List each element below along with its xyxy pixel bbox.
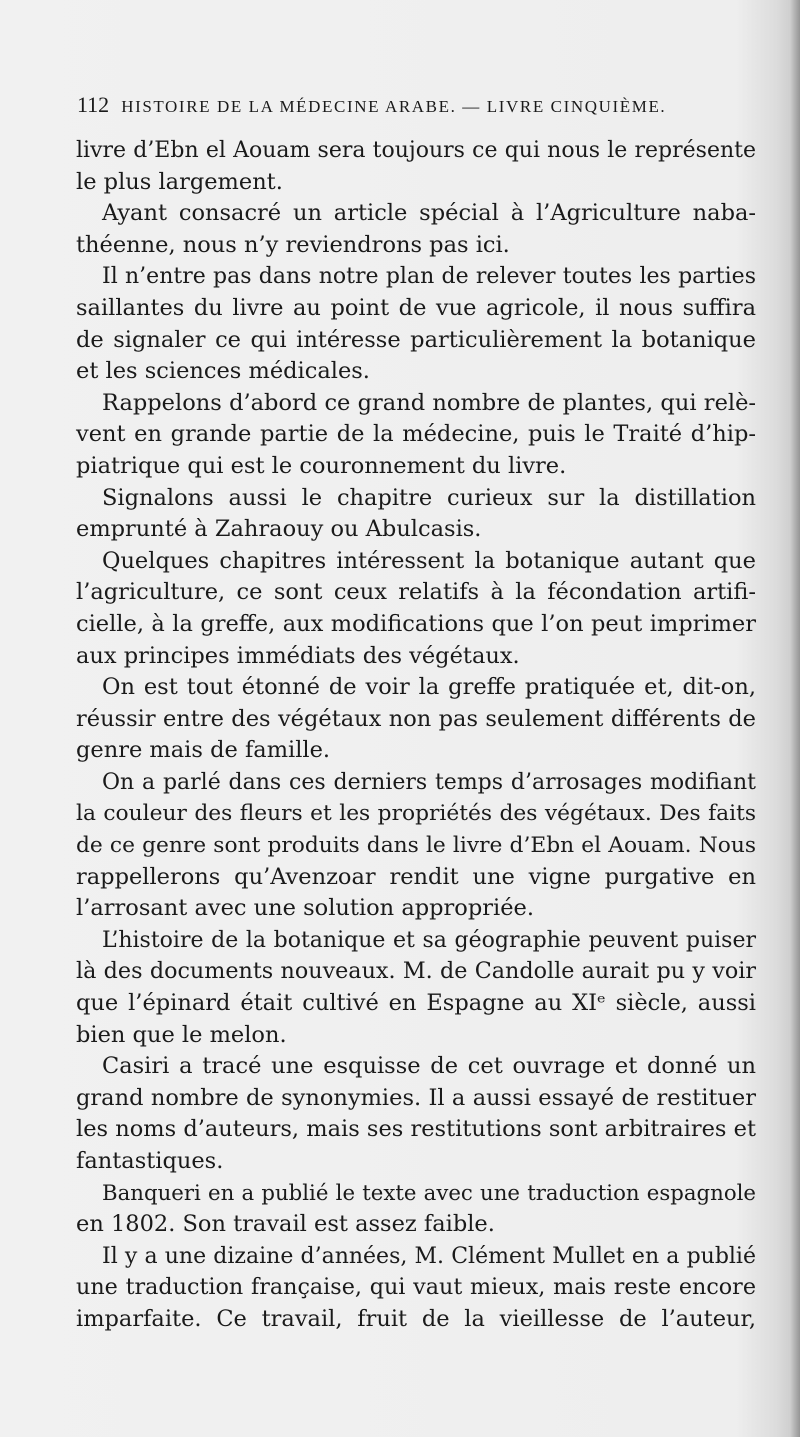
text-line: l’agriculture, ce sont ceux relatifs à la fécondation artifi- — [76, 579, 756, 606]
text-line: fantastiques. — [76, 1148, 224, 1174]
text-line: de ce genre sont produits dans le livre d’Ebn el Aouam. Nous — [76, 833, 756, 859]
text-line: On a parlé dans ces derniers temps d’arrosages modifiant — [102, 769, 756, 795]
text-line: et les sciences médicales. — [76, 358, 370, 385]
text-line: la couleur des fleurs et les propriétés des végétaux. Des faits — [76, 801, 756, 827]
text-line: L’histoire de la botanique et sa géographie peuvent puiser — [102, 927, 756, 953]
text-line: le plus largement. — [76, 168, 283, 195]
text-line: Ayant consacré un article spécial à l’Agriculture naba- — [102, 200, 756, 227]
text-line: Banqueri en a publié le texte avec une traduction espagnole — [102, 1180, 756, 1206]
text-line: là des documents nouveaux. M. de Candolle aurait pu y voir — [76, 958, 756, 985]
text-line: les noms d’auteurs, mais ses restitutions sont arbitraires et — [76, 1116, 756, 1143]
text-line: une traduction française, qui vaut mieux, mais reste encore — [76, 1274, 756, 1301]
text-line: Rappelons d’abord ce grand nombre de plantes, qui relè- — [102, 389, 756, 416]
text-line: bien que le melon. — [76, 1021, 287, 1048]
page-header — [77, 92, 757, 118]
text-line: Il n’entre pas dans notre plan de relever toutes les parties — [102, 264, 756, 290]
text-line: aux principes immédiats des végétaux. — [76, 642, 520, 669]
text-line: réussir entre des végétaux non pas seulement différents de — [76, 705, 756, 732]
text-line: genre mais de famille. — [76, 737, 331, 764]
text-line: saillantes du livre au point de vue agricole, il nous suffira — [76, 294, 756, 321]
running-title: HISTOIRE DE LA MÉDECINE ARABE. — LIVRE CINQUIÈME. — [121, 97, 667, 116]
text-line: Quelques chapitres intéressent la botanique autant que — [102, 547, 756, 574]
text-line: cielle, à la greffe, aux modifications que l’on peut imprimer — [76, 610, 756, 637]
text-line: emprunté à Zahraouy ou Abulcasis. — [76, 516, 482, 543]
text-line: vent en grande partie de la médecine, puis le Traité d’hip- — [76, 421, 756, 448]
text-line: piatrique qui est le couronnement du livre. — [76, 452, 567, 479]
text-line: en 1802. Son travail est assez faible. — [76, 1211, 495, 1238]
text-line: imparfaite. Ce travail, fruit de la vieillesse de l’auteur, — [76, 1305, 756, 1332]
text-line: l’arrosant avec une solution appropriée. — [76, 895, 534, 922]
text-line: théenne, nous n’y reviendrons pas ici. — [76, 231, 510, 258]
text-line: grand nombre de synonymies. Il a aussi essayé de restituer — [76, 1084, 756, 1111]
text-line: rappellerons qu’Avenzoar rendit une vigne purgative en — [76, 863, 756, 890]
text-line: livre d’Ebn el Aouam sera toujours ce qui nous le représente — [76, 138, 756, 163]
text-line: Casiri a tracé une esquisse de cet ouvrage et donné un — [102, 1053, 756, 1080]
text-line: On est tout étonné de voir la greffe pratiquée et, dit-on, — [102, 674, 756, 701]
text-line: de signaler ce qui intéresse particulièrement la botanique — [76, 326, 756, 353]
text-line: Signalons aussi le chapitre curieux sur la distillation — [102, 484, 756, 511]
page-edge-shadow — [790, 0, 800, 1437]
body-text — [76, 135, 756, 1336]
text-line: que l’épinard était cultivé en Espagne au XIᵉ siècle, aussi — [76, 990, 756, 1017]
page-number: 112 — [77, 92, 110, 117]
text-line: Il y a une dizaine d’années, M. Clément Mullet en a publié — [102, 1243, 756, 1269]
